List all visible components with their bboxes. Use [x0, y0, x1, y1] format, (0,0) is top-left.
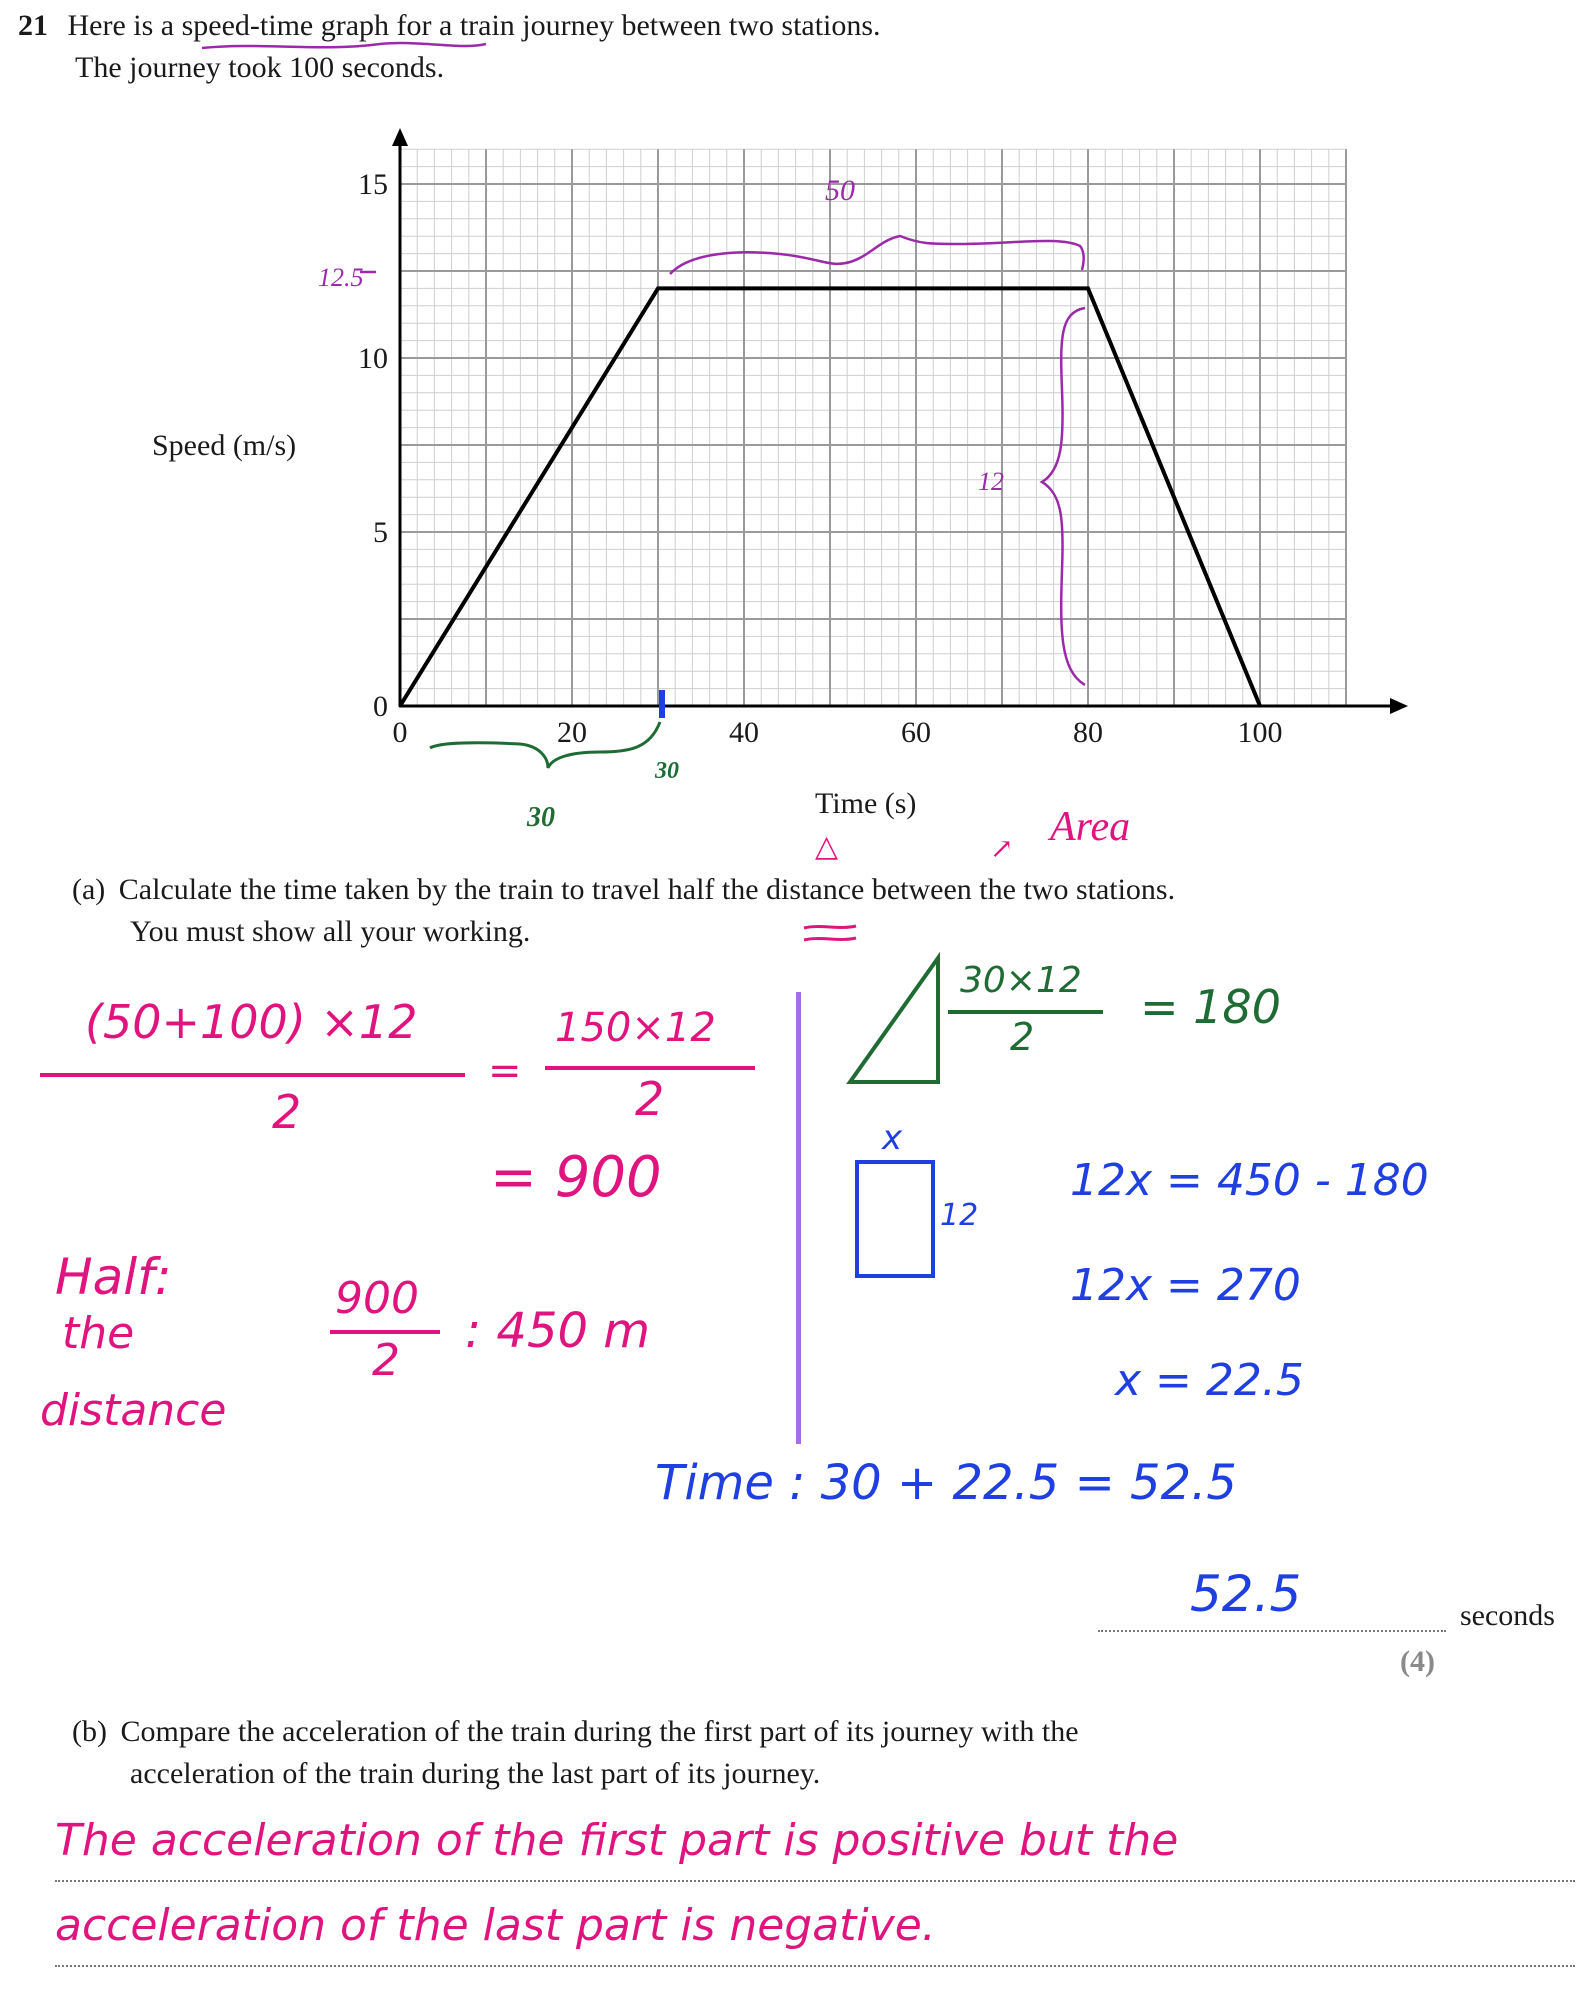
- working-divider: [796, 992, 801, 1444]
- question-intro-line2: The journey took 100 seconds.: [75, 51, 445, 84]
- fraction2-bar: [545, 1066, 755, 1070]
- y-tick-labels: [358, 168, 388, 723]
- series-point: [657, 287, 660, 290]
- marks: (4): [1400, 1645, 1435, 1678]
- x-tick-label: 80: [1073, 716, 1103, 749]
- y-tick-label: 0: [373, 690, 388, 723]
- base-brace: [430, 722, 660, 768]
- series-point: [1087, 287, 1090, 290]
- x-axis-arrow: [1390, 698, 1408, 714]
- y-axis-label: Speed (m/s): [152, 429, 297, 462]
- y-tick-label: 10: [358, 342, 388, 375]
- x-tick-label: 0: [392, 716, 408, 749]
- x-tick-label: 20: [557, 716, 587, 749]
- area-note: Area: [1050, 804, 1131, 850]
- half-label-2: the: [62, 1308, 135, 1359]
- equation-1: 12x = 450 - 180: [1070, 1155, 1429, 1206]
- rectangle-sketch: [855, 1160, 935, 1278]
- half-label-1: Half:: [55, 1248, 172, 1306]
- fraction1-numerator: (50+100) ×12: [85, 995, 418, 1049]
- part-b-label: (b): [72, 1715, 107, 1748]
- equation-2: 12x = 270: [1070, 1260, 1301, 1311]
- rectangle-top-label: x: [882, 1118, 903, 1158]
- half-bar: [330, 1330, 440, 1334]
- part-b-answer-line1: The acceleration of the first part is positive but the: [55, 1815, 1179, 1866]
- x-tick-label: 100: [1237, 716, 1283, 749]
- fraction2-numerator: 150×12: [555, 1005, 716, 1051]
- y-axis-arrow: [392, 128, 408, 146]
- half-label-3: distance: [40, 1385, 227, 1436]
- y-tick-label: 15: [358, 168, 388, 201]
- grid-minor: [400, 149, 1346, 706]
- time-calculation: Time : 30 + 22.5 = 52.5: [655, 1455, 1237, 1511]
- part-a-label: (a): [72, 873, 106, 906]
- part-a-text: [72, 872, 1175, 908]
- equals-sign-1: =: [488, 1048, 522, 1094]
- series-point: [1259, 705, 1262, 708]
- y-mark-annotation: 12.5: [318, 263, 364, 292]
- x-tick-label: 40: [729, 716, 759, 749]
- part-a-line1: Calculate the time taken by the train to travel half the distance between the two stations.: [118, 873, 1176, 906]
- time-mark-annotation: 30: [655, 758, 679, 784]
- part-b-text: [72, 1714, 1079, 1750]
- triangle-bar: [948, 1010, 1103, 1014]
- base-part-annotation: 30: [527, 802, 555, 833]
- half-numerator: 900: [335, 1273, 419, 1324]
- question-intro-line1: Here is a speed-time graph for a train journey between two stations.: [67, 9, 881, 42]
- speed-time-graph: [0, 0, 1592, 860]
- equation-3: x = 22.5: [1115, 1355, 1304, 1406]
- triangle-denominator: 2: [1010, 1015, 1035, 1059]
- x-axis-label: Time (s): [815, 787, 917, 820]
- part-b-line2: acceleration of the train during the last part of its journey.: [130, 1757, 821, 1790]
- area-result: = 900: [490, 1145, 662, 1210]
- part-a-line2: You must show all your working.: [130, 915, 531, 948]
- half-underline: [800, 920, 860, 950]
- fraction1-bar: [40, 1073, 465, 1077]
- half-result: : 450 m: [465, 1303, 651, 1359]
- answer-line-a: [1098, 1630, 1446, 1632]
- half-denominator: 2: [372, 1335, 400, 1386]
- triangle-sketch: [840, 950, 950, 1090]
- triangle-result: = 180: [1140, 980, 1281, 1034]
- height-annotation: 12: [978, 467, 1004, 496]
- top-width-annotation: 50: [825, 174, 855, 207]
- final-answer: 52.5: [1190, 1565, 1302, 1623]
- triangle-numerator: 30×12: [960, 960, 1082, 1001]
- part-b-answer-line2: acceleration of the last part is negative.: [55, 1900, 936, 1951]
- area-note-arrow: ↗: [990, 834, 1014, 860]
- part-b-line1: Compare the acceleration of the train during the first part of its journey with the: [120, 1715, 1079, 1748]
- height-brace: [1042, 308, 1085, 685]
- x-tick-label: 60: [901, 716, 931, 749]
- triangle-symbol: △: [815, 830, 839, 860]
- answer-line-b1: [55, 1880, 1575, 1882]
- series-point: [399, 705, 402, 708]
- answer-unit: seconds: [1460, 1599, 1555, 1632]
- fraction2-denominator: 2: [635, 1072, 665, 1126]
- top-brace: [670, 236, 1084, 274]
- y-tick-label: 5: [373, 516, 388, 549]
- answer-line-b2: [55, 1965, 1575, 1967]
- fraction1-denominator: 2: [272, 1085, 302, 1139]
- question-number: 21: [18, 9, 48, 42]
- rectangle-side-label: 12: [940, 1198, 979, 1233]
